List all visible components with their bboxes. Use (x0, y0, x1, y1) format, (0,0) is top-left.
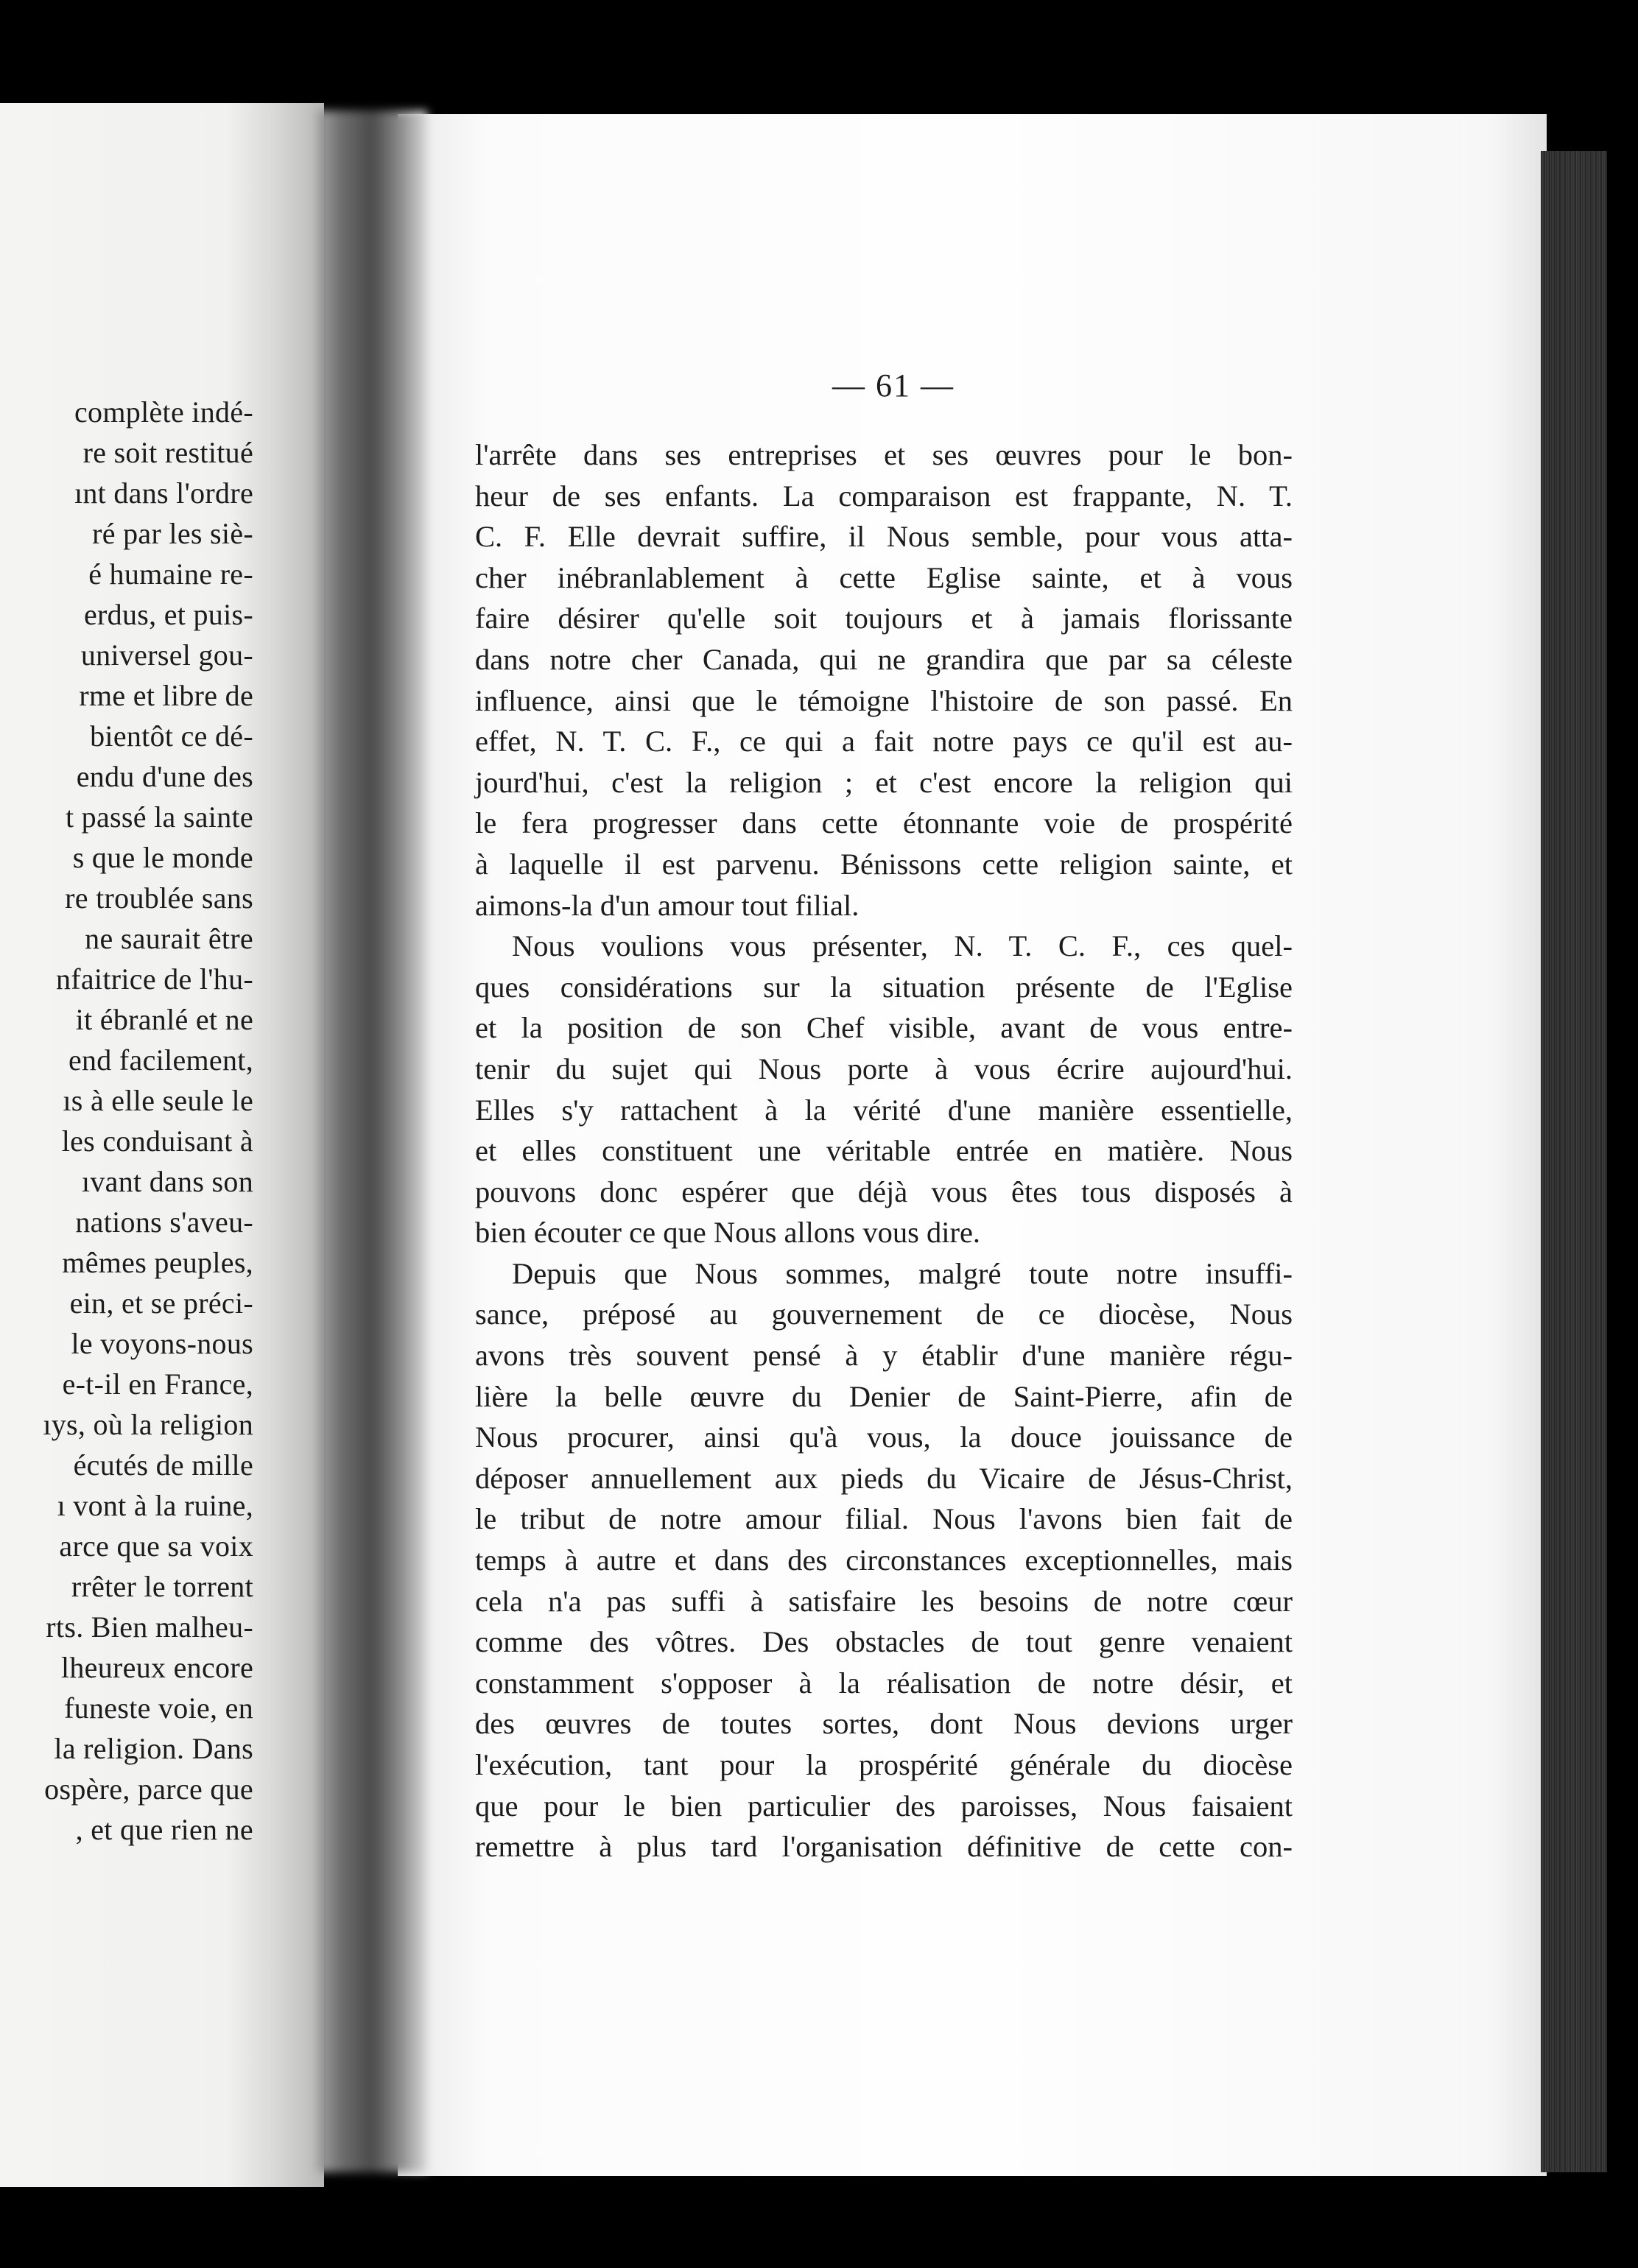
text-line: rrêter le torrent (71, 1570, 253, 1603)
left-page (0, 103, 324, 2187)
book-gutter-shadow (317, 110, 427, 2172)
text-line: l'arrête dans ses entreprises et ses œuvres pour le bon- (475, 438, 1293, 471)
text-line: avons très souvent pensé à y établir d'une manière régu- (475, 1339, 1293, 1373)
text-line: ıys, où la religion (43, 1408, 253, 1441)
text-line: et la position de son Chef visible, avant de vous entre- (475, 1011, 1293, 1045)
text-line: re soit restitué (82, 436, 253, 469)
left-page-text (0, 392, 253, 1850)
text-line: , et que rien ne (75, 1813, 253, 1846)
text-line: re troublée sans (65, 881, 253, 915)
text-line: end facilement, (68, 1043, 253, 1077)
text-line: nfaitrice de l'hu- (55, 962, 253, 996)
text-line: le tribut de notre amour filial. Nous l'avons bien fait de (475, 1502, 1293, 1536)
text-line: mêmes peuples, (62, 1246, 253, 1279)
text-line: ı vont à la ruine, (57, 1489, 253, 1522)
text-line: ıs à elle seule le (63, 1084, 253, 1117)
text-line: endu d'une des (76, 760, 253, 793)
text-line: comme des vôtres. Des obstacles de tout genre venaient (475, 1625, 1293, 1659)
text-line: effet, N. T. C. F., ce qui a fait notre pays ce qu'il est au- (475, 725, 1293, 758)
text-line: arce que sa voix (59, 1529, 253, 1563)
text-line: dans notre cher Canada, qui ne grandira que par sa céleste (475, 642, 1293, 676)
text-line: constamment s'opposer à la réalisation de notre désir, et (475, 1666, 1293, 1700)
text-line: cher inébranlablement à cette Eglise sainte, et à vous (475, 560, 1293, 594)
text-line: ques considérations sur la situation présente de l'Eglise (475, 970, 1293, 1004)
text-line: rme et libre de (79, 679, 253, 712)
text-line: aimons-la d'un amour tout filial. (475, 888, 860, 922)
text-line: ne saurait être (85, 922, 253, 955)
text-line: sance, préposé au gouvernement de ce diocèse, Nous (475, 1297, 1293, 1331)
text-line: à laquelle il est parvenu. Bénissons cette religion sainte, et (475, 847, 1293, 881)
text-line: ınt dans l'ordre (74, 476, 253, 510)
text-line: s que le monde (72, 841, 253, 874)
text-line: Depuis que Nous sommes, malgré toute notre insuffi- (512, 1256, 1293, 1290)
text-line: lière la belle œuvre du Denier de Saint-Pierre, afin de (475, 1379, 1293, 1413)
text-line: des œuvres de toutes sortes, dont Nous devions urger (475, 1707, 1293, 1741)
text-line: C. F. Elle devrait suffire, il Nous semble, pour vous atta- (475, 520, 1293, 554)
text-line: déposer annuellement aux pieds du Vicaire de Jésus-Christ, (475, 1461, 1293, 1495)
text-line: funeste voie, en (64, 1691, 253, 1725)
text-line: temps à autre et dans des circonstances exceptionnelles, mais (475, 1543, 1293, 1577)
page-edges (1541, 151, 1607, 2172)
text-line: lheureux encore (60, 1651, 253, 1684)
text-line: Nous procurer, ainsi qu'à vous, la douce jouissance de (475, 1420, 1293, 1454)
text-line: le voyons-nous (71, 1327, 253, 1360)
right-page-text (475, 434, 1293, 1867)
text-line: erdus, et puis- (83, 598, 253, 631)
page-number: — 61 — (832, 367, 955, 404)
text-line: tenir du sujet qui Nous porte à vous écrire aujourd'hui. (475, 1052, 1293, 1085)
text-line: ré par les siè- (92, 517, 253, 550)
text-line: heur de ses enfants. La comparaison est frappante, N. T. (475, 479, 1293, 513)
text-line: it ébranlé et ne (75, 1003, 253, 1036)
text-line: universel gou- (80, 638, 253, 672)
text-line: écutés de mille (73, 1448, 253, 1482)
text-line: que pour le bien particulier des paroisses, Nous faisaient (475, 1789, 1293, 1822)
text-line: et elles constituent une véritable entrée en matière. Nous (475, 1134, 1293, 1168)
text-line: le fera progresser dans cette étonnante voie de prospérité (475, 806, 1293, 840)
text-line: e-t-il en France, (62, 1367, 253, 1401)
text-line: ein, et se préci- (69, 1286, 253, 1320)
text-line: influence, ainsi que le témoigne l'histoire de son passé. En (475, 683, 1293, 717)
text-line: pouvons donc espérer que déjà vous êtes tous disposés à (475, 1174, 1293, 1208)
text-line: é humaine re- (88, 557, 253, 591)
text-line: les conduisant à (61, 1124, 253, 1158)
text-line: bien écouter ce que Nous allons vous dire. (475, 1216, 981, 1250)
text-line: cela n'a pas suffi à satisfaire les besoins de notre cœur (475, 1584, 1293, 1618)
text-line: complète indé- (74, 395, 253, 429)
text-line: ıvant dans son (81, 1165, 253, 1198)
text-line: la religion. Dans (54, 1732, 253, 1765)
text-line: ospère, parce que (44, 1772, 253, 1806)
text-line: bientôt ce dé- (90, 719, 253, 753)
text-line: remettre à plus tard l'organisation définitive de cette con- (475, 1830, 1293, 1864)
text-line: l'exécution, tant pour la prospérité générale du diocèse (475, 1748, 1293, 1781)
text-line: jourd'hui, c'est la religion ; et c'est encore la religion qui (475, 765, 1293, 799)
text-line: nations s'aveu- (75, 1205, 253, 1239)
text-line: rts. Bien malheu- (46, 1610, 253, 1644)
text-line: Nous voulions vous présenter, N. T. C. F., ces quel- (512, 929, 1293, 963)
text-line: t passé la sainte (65, 800, 253, 834)
text-line: Elles s'y rattachent à la vérité d'une manière essentielle, (475, 1093, 1293, 1127)
text-line: faire désirer qu'elle soit toujours et à jamais florissante (475, 602, 1293, 635)
